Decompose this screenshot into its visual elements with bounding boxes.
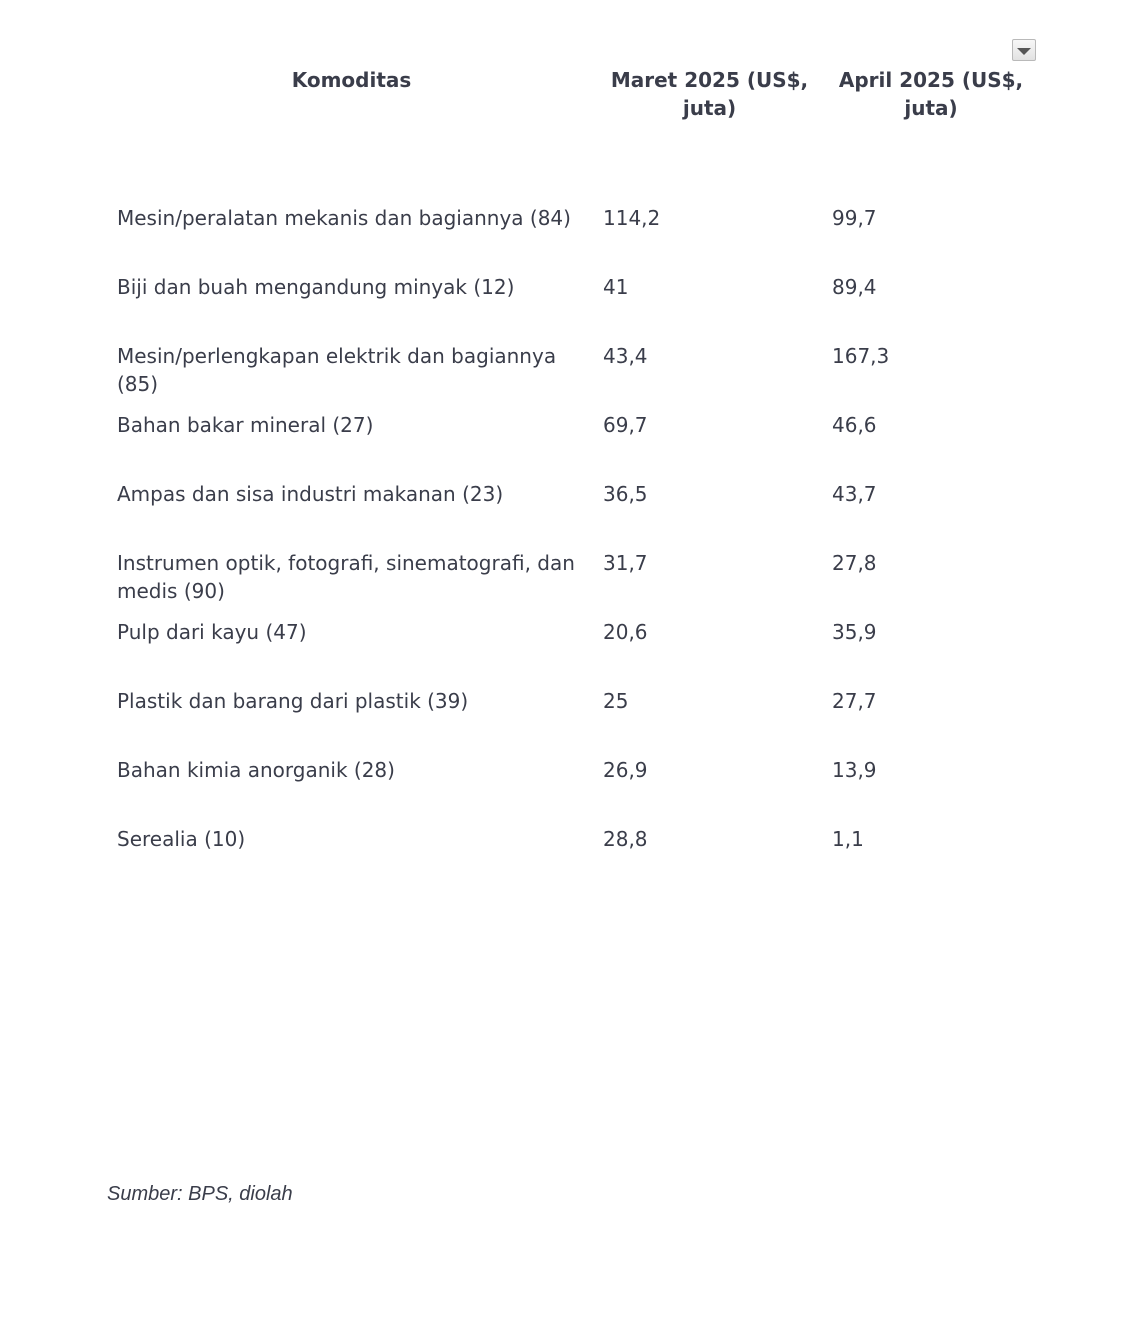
- maret-value-cell: 36,5: [603, 482, 648, 506]
- table-row: [108, 411, 1038, 480]
- header-komoditas: Komoditas: [291, 68, 412, 92]
- table-row: [108, 273, 1038, 342]
- maret-value-cell: 25: [603, 689, 629, 713]
- maret-value-cell: 41: [603, 275, 629, 299]
- commodity-cell: Ampas dan sisa industri makanan (23): [117, 482, 504, 506]
- april-value-cell: 1,1: [832, 827, 864, 851]
- commodity-table: [108, 64, 1038, 894]
- table-menu-button[interactable]: [1012, 39, 1036, 61]
- commodity-cell: Bahan bakar mineral (27): [117, 413, 374, 437]
- april-value-cell: 46,6: [832, 413, 877, 437]
- maret-value-cell: 26,9: [603, 758, 648, 782]
- maret-value-cell: 28,8: [603, 827, 648, 851]
- table-row: [108, 756, 1038, 825]
- commodity-cell: Instrumen optik, fotografi, sinematografi, dan medis (90): [117, 551, 575, 603]
- maret-value-cell: 69,7: [603, 413, 648, 437]
- commodity-cell: Serealia (10): [117, 827, 246, 851]
- maret-value-cell: 114,2: [603, 206, 661, 230]
- commodity-cell: Bahan kimia anorganik (28): [117, 758, 395, 782]
- maret-value-cell: 31,7: [603, 551, 648, 575]
- table-header-row: [108, 64, 1038, 146]
- commodity-cell: Biji dan buah mengandung minyak (12): [117, 275, 515, 299]
- header-maret-2025: Maret 2025 (US$, juta): [610, 68, 809, 120]
- commodity-cell: Mesin/peralatan mekanis dan bagiannya (84): [117, 206, 571, 230]
- maret-value-cell: 43,4: [603, 344, 648, 368]
- april-value-cell: 167,3: [832, 344, 890, 368]
- april-value-cell: 27,8: [832, 551, 877, 575]
- commodity-cell: Plastik dan barang dari plastik (39): [117, 689, 469, 713]
- table-row: [108, 825, 1038, 894]
- table-row: [108, 480, 1038, 549]
- maret-value-cell: 20,6: [603, 620, 648, 644]
- commodity-cell: Mesin/perlengkapan elektrik dan bagiannya (85): [117, 344, 557, 396]
- april-value-cell: 89,4: [832, 275, 877, 299]
- april-value-cell: 35,9: [832, 620, 877, 644]
- source-note: Sumber: BPS, diolah: [107, 1183, 293, 1205]
- april-value-cell: 43,7: [832, 482, 877, 506]
- april-value-cell: 13,9: [832, 758, 877, 782]
- table-row: [108, 549, 1038, 618]
- table-row: [108, 342, 1038, 411]
- header-april-2025: April 2025 (US$, juta): [838, 68, 1024, 120]
- table-row: [108, 618, 1038, 687]
- table-row: [108, 146, 1038, 273]
- chevron-down-icon: [1017, 48, 1031, 55]
- table-row: [108, 687, 1038, 756]
- april-value-cell: 27,7: [832, 689, 877, 713]
- commodity-cell: Pulp dari kayu (47): [117, 620, 307, 644]
- april-value-cell: 99,7: [832, 206, 877, 230]
